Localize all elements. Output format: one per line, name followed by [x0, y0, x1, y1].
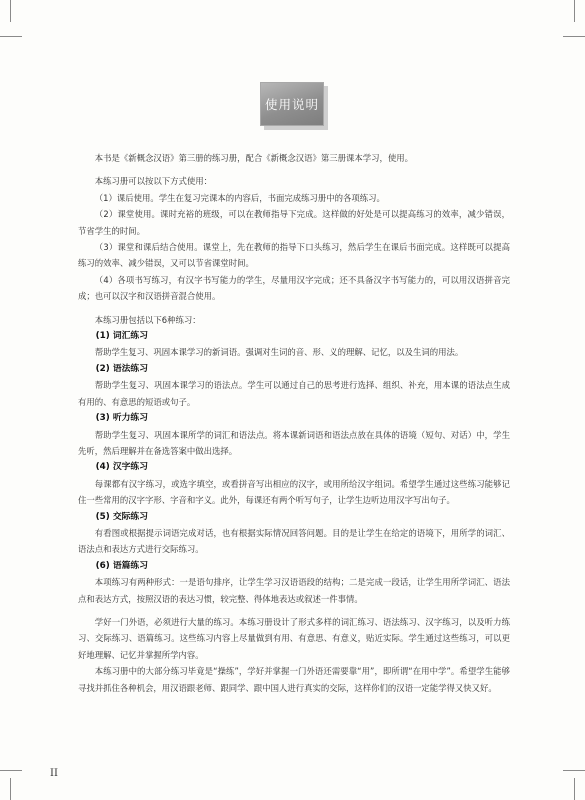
exercise-heading: (5) 交际练习: [95, 511, 149, 522]
exercise-heading: (4) 汉字练习: [95, 462, 149, 473]
exercise-description: 帮助学生复习、巩固本课所学的词汇和语法点。将本课新词语和语法点放在具体的语境（短句、对话）中，学生先听，然后理解并在备选答案中做出选择。: [78, 429, 510, 456]
crop-mark: [563, 36, 585, 37]
intro-paragraph: 本练习册可以按以下方式使用：: [94, 176, 213, 187]
exercise-description: 帮助学生复习、巩固本课学习的新词语。强调对生词的音、形、义的理解、记忆，以及生词的用法。: [94, 347, 464, 358]
exercise-description: 本项练习有两种形式：一是语句排序，让学生学习汉语语段的结构；二是完成一段话，让学生用所学词汇、语法点和表达方式，按照汉语的表达习惯，较完整、得体地表达或叙述一件事情。: [78, 577, 510, 604]
usage-item: （3）课堂和课后结合使用。课堂上，先在教师的指导下口头练习，然后学生在课后书面完成。这样既可以提高练习的效率、减少错误，又可以节省课堂时间。: [78, 242, 510, 269]
usage-item: （2）课堂使用。课时充裕的班级，可以在教师指导下完成。这样做的好处是可以提高练习的效率，减少错误，节省学生的时间。: [78, 209, 510, 236]
crop-mark: [0, 36, 22, 37]
crop-mark: [574, 0, 575, 22]
exercise-description: 帮助学生复习、巩固本课学习的语法点。学生可以通过自己的思考进行选择、组织、补充，用本课的语法点生成有用的、有意思的短语或句子。: [78, 380, 510, 407]
usage-item: （1）课后使用。学生在复习完课本的内容后，书面完成练习册中的各项练习。: [94, 192, 385, 203]
crop-mark: [574, 778, 575, 800]
intro-paragraph: 本书是《新概念汉语》第三册的练习册，配合《新概念汉语》第三册课本学习，使用。: [94, 153, 414, 163]
closing-paragraph: 学好一门外语，必须进行大量的练习。本练习册设计了形式多样的词汇练习、语法练习、汉字练习，以及听力练习、交际练习、语篇练习。这些练习内容上尽量做到有用、有意思、有意义，贴近实际。学生通过这些练习，可以更好地理解、记忆并掌握所学内容。: [78, 616, 510, 660]
exercise-heading: (3) 听力练习: [95, 413, 149, 424]
main-content: [78, 150, 510, 696]
exercise-heading: (1) 词汇练习: [95, 331, 149, 342]
section-title-block: [260, 82, 328, 130]
usage-item: （4）各项书写练习，有汉字书写能力的学生，尽量用汉字完成；还不具备汉字书写能力的，可以用汉语拼音完成；也可以汉字和汉语拼音混合使用。: [78, 274, 510, 302]
crop-mark: [563, 770, 585, 771]
crop-mark: [10, 778, 11, 800]
section-title: 使用说明: [260, 82, 324, 126]
exercise-heading: (2) 语法练习: [95, 363, 149, 374]
crop-mark: [10, 0, 11, 22]
types-intro: 本练习册包括以下6种练习：: [94, 314, 201, 325]
crop-mark: [0, 770, 22, 771]
exercise-heading: (6) 语篇练习: [95, 560, 149, 571]
exercise-description: 每课都有汉字练习，或选字填空，或看拼音写出相应的汉字，或用所给汉字组词。希望学生通过这些练习能够记住一些常用的汉字字形、字音和字义。此外，每课还有两个听写句子，让学生边听边用汉字写出句子。: [78, 478, 510, 506]
page-number: II: [50, 768, 58, 779]
exercise-description: 有看图或根据提示词语完成对话，也有根据实际情况回答问题。目的是让学生在给定的语境下，用所学的词汇、语法点和表达方式进行交际练习。: [78, 527, 510, 555]
closing-paragraph: 本练习册中的大部分练习毕竟是“操练”，学好并掌握一门外语还需要靠“用”，即所谓“在用中学”。希望学生能够寻找并抓住各种机会，用汉语跟老师、跟同学、跟中国人进行真实的交际，这样你们的汉语一定能学得又快又好。: [78, 666, 510, 693]
